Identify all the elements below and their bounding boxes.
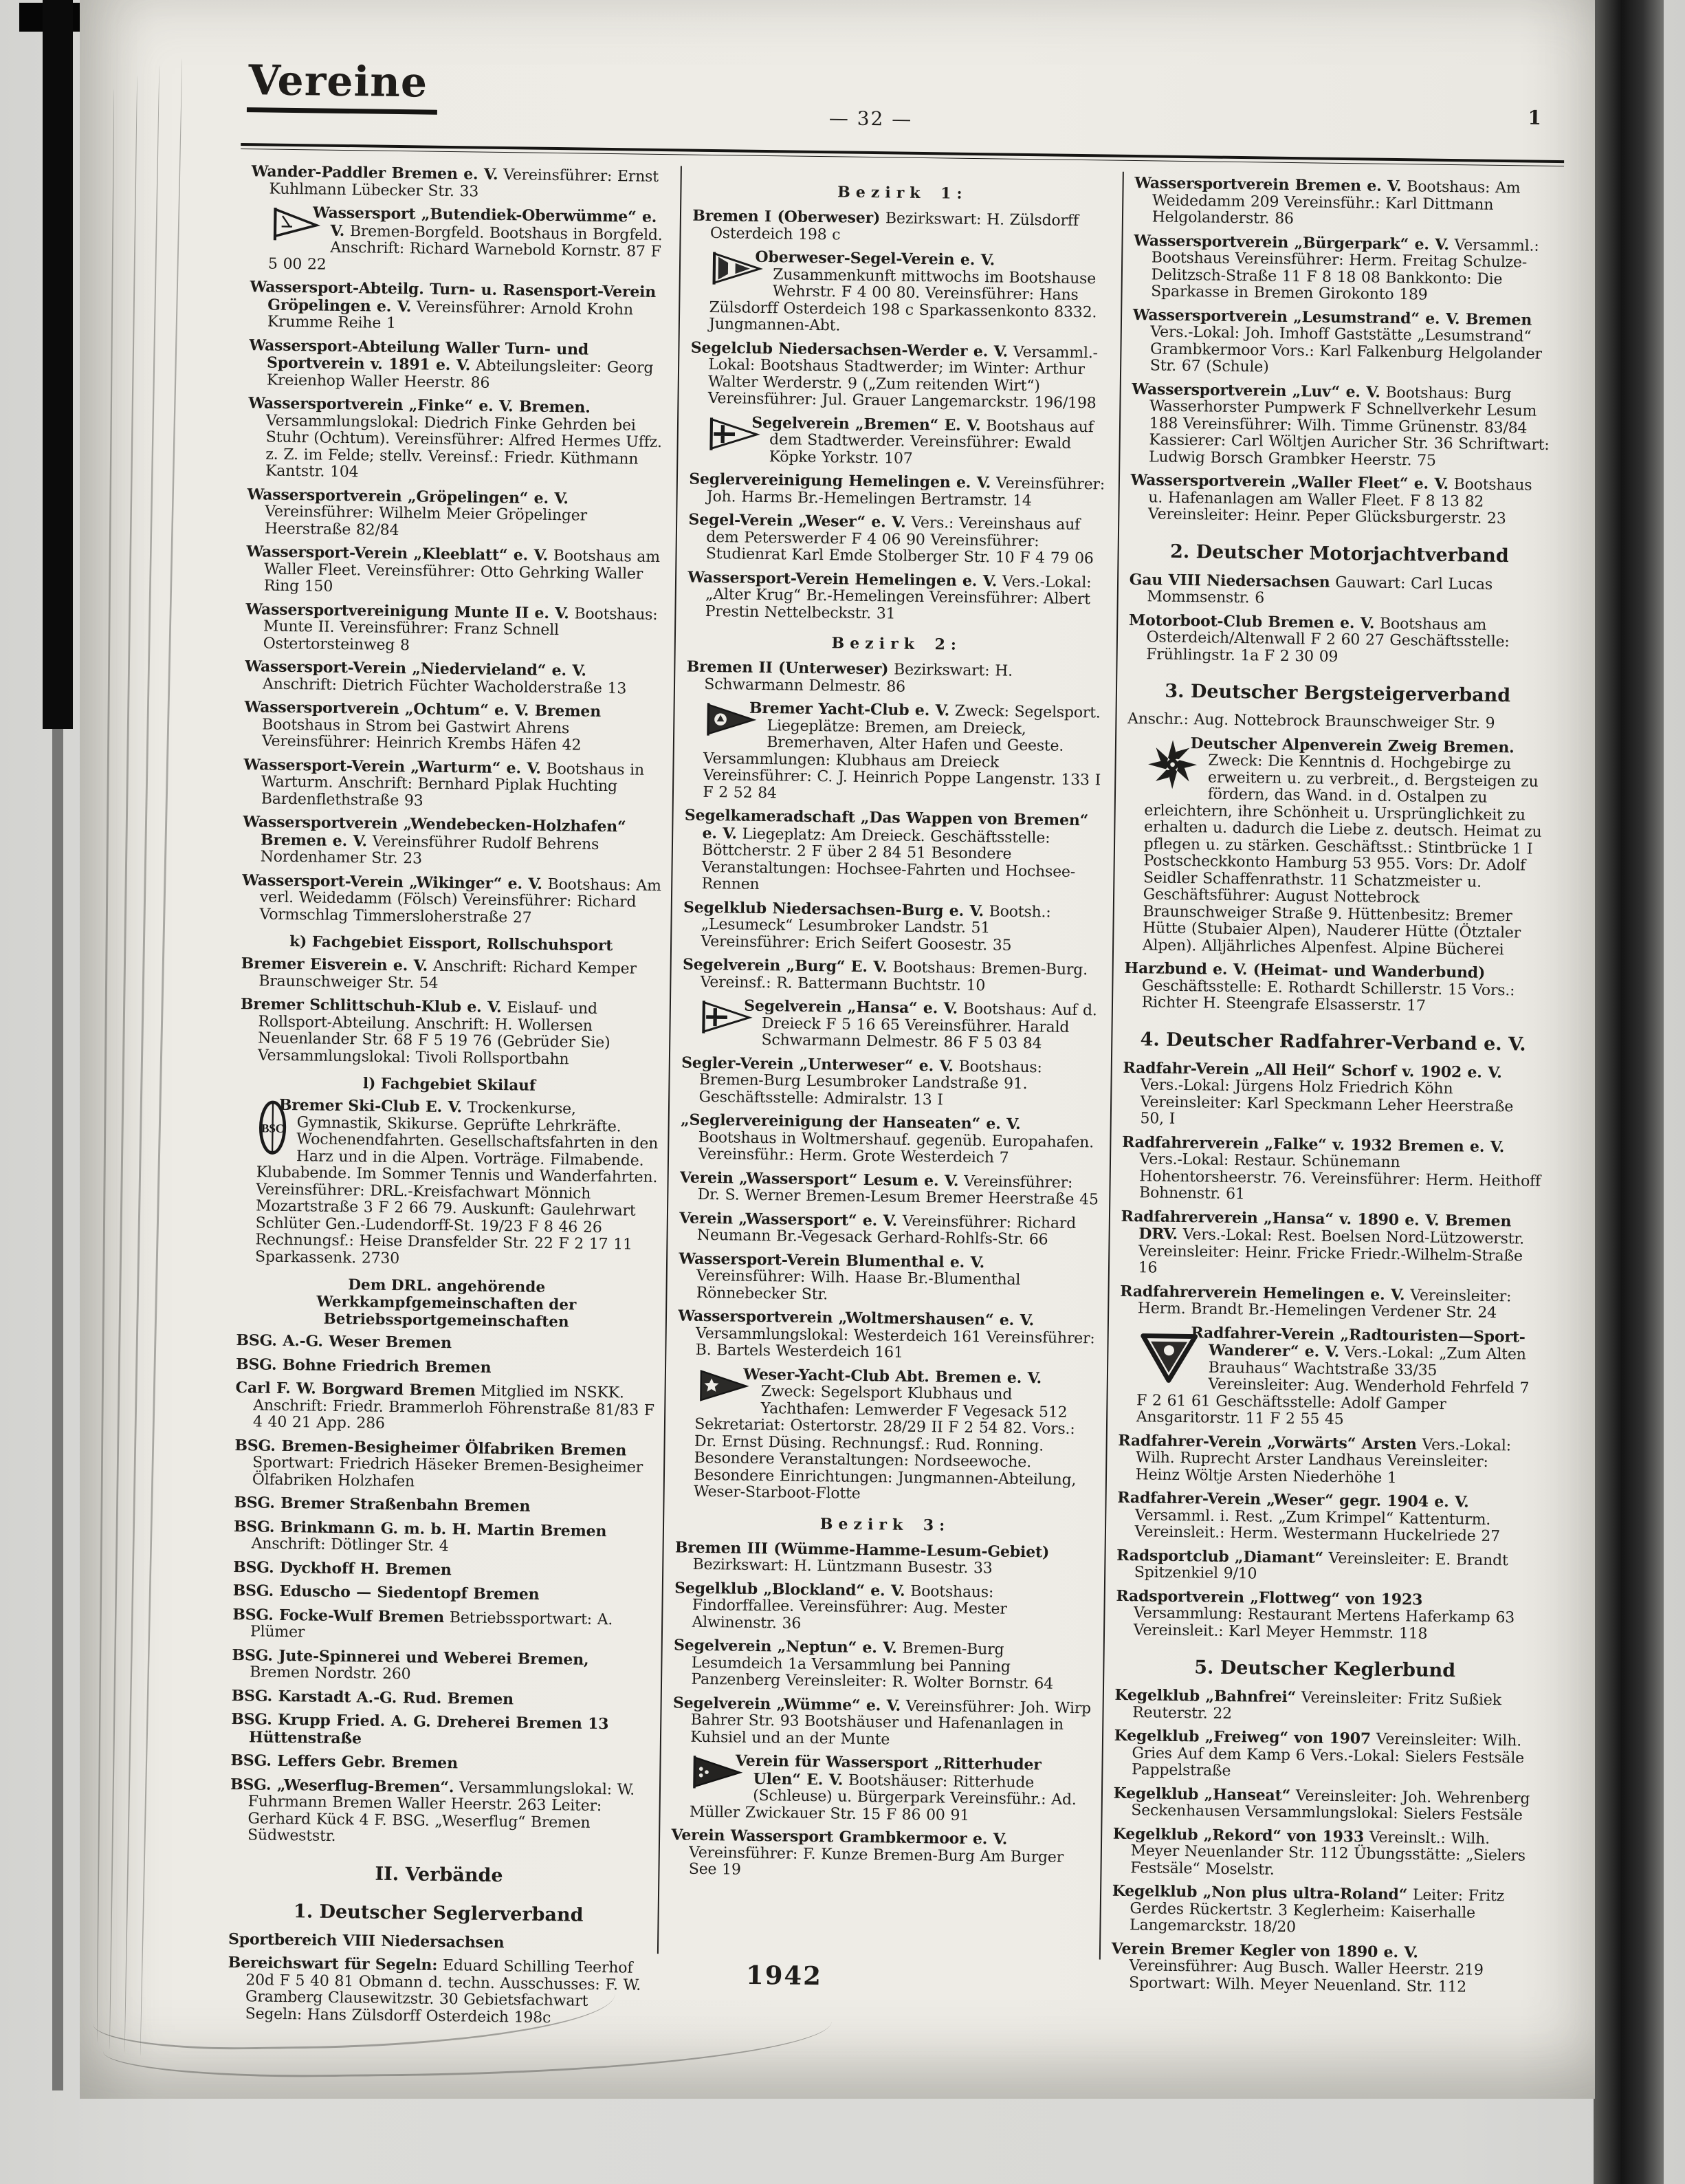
directory-entry — [235, 1379, 655, 1436]
entry-name: BSG. Eduscho — Siedentopf Bremen — [232, 1582, 540, 1604]
directory-entry — [1125, 734, 1547, 959]
directory-entry — [1120, 1208, 1541, 1282]
entry-name: Radsportverein „Flottweg“ von 1923 — [1116, 1586, 1423, 1609]
entry-name: Segelverein „Wümme“ e. V. — [672, 1693, 901, 1715]
entry-details: Vereinsführer: Aug Busch. Waller Heerstr. 219 Sportwart: Wilh. Meyer Neuenland. Str. 112 — [1128, 1957, 1484, 1996]
entry-name: Verein Bremer Kegler von 1890 e. V. — [1111, 1939, 1419, 1962]
entry-details: Versammlung: Restaurant Mertens Haferkamp 63 Vereinsleit.: Karl Meyer Hemmstr. 118 — [1133, 1604, 1515, 1643]
entry-name: Radfahrerverein „Falke“ v. 1932 Bremen e. V. — [1121, 1133, 1505, 1156]
directory-entry — [683, 899, 1103, 955]
district-heading: Bezirk 2: — [831, 634, 962, 654]
directory-entry — [1130, 472, 1550, 528]
directory-entry — [1128, 611, 1548, 668]
entry-name: Wassersportverein Bremen e. V. — [1134, 174, 1402, 196]
directory-entry — [683, 807, 1104, 898]
entry-name: Kegelklub „Non plus ultra-Roland“ — [1112, 1881, 1408, 1904]
entry-name: Wassersport-Verein Blumenthal e. V. — [679, 1249, 985, 1271]
entry-details: Versamml.: Bootshaus Vereinsführer: Herm. Freitag Schulze-Delitzsch-Straße 11 F 8 18 08 Bankkonto: Die Sparkasse in Bremen Girokonto 189 — [1151, 236, 1539, 304]
entry-name: Kegelklub „Bahnfrei“ — [1114, 1685, 1297, 1707]
directory-entry — [1116, 1547, 1537, 1586]
entry-name: Oberweser-Segel-Verein e. V. — [755, 248, 995, 270]
entry-name: BSG. A.-G. Weser Bremen — [236, 1331, 452, 1353]
entry-details: Bootshäuser: Ritterhude (Schleuse) u. Bürgerpark Vereinsführ.: Ad. Müller Zwickauer Str. 15 F 86 00 91 — [689, 1771, 1077, 1824]
entry-details: Vereinsführer: Wilhelm Meier Gröpelinger Heerstraße 82/84 — [264, 503, 588, 539]
entry-details: Eduard Schilling Teerhof 20d F 5 40 81 Obmann d. techn. Ausschusses: F. W. Gramberg Clausewitzstr. 30 Gebietsfachwart Segeln: Hans Zülsdorff Osterdeich 198c — [245, 1957, 641, 2027]
page-number: — 32 — — [828, 107, 913, 131]
entry-name: „Seglervereinigung der Hanseaten“ e. V. — [680, 1111, 1021, 1133]
entry-name: Kegelklub „Hanseat“ — [1113, 1784, 1291, 1804]
directory-entry — [1111, 1940, 1531, 1996]
entry-name: BSG. Bremer Straßenbahn Bremen — [234, 1494, 531, 1516]
directory-entry — [1119, 1323, 1539, 1431]
entry-details: Vereinsführer: Joh. Harms Br.-Hemelingen Bertramstr. 14 — [706, 474, 1105, 510]
directory-entry — [230, 1776, 650, 1849]
entry-name: Wassersportverein „Bürgerpark“ e. V. — [1134, 231, 1449, 254]
entry-name: Sportbereich VIII Niedersachsen — [228, 1930, 505, 1952]
entry-name: Seglervereinigung Hemelingen e. V. — [689, 470, 991, 492]
entry-details: Vers.-Lokal: Joh. Imhoff Gaststätte „Lesumstrand“ Grambkermoor Vors.: Karl Falkenburg Helgolander Str. 67 (Schule) — [1149, 323, 1542, 376]
directory-entry — [241, 955, 661, 995]
directory-entry — [681, 1054, 1101, 1111]
sub-heading: l) Fachgebiet Skilauf — [362, 1075, 536, 1095]
entry-name: Gau VIII Niedersachsen — [1129, 570, 1330, 591]
entry-details: Vers.-Lokal: Wilh. Ruprecht Arster Landhaus Vereinsleiter: Heinz Wöltje Arsten Niederhöhe 1 — [1135, 1436, 1512, 1487]
section-heading: 4. Deutscher Radfahrer-Verband e. V. — [1140, 1028, 1526, 1056]
directory-entry — [672, 1751, 1092, 1826]
entry-name: Segelkameradschaft „Das Wappen von Bremen“ e. V. — [684, 806, 1089, 843]
entry-details: Bootshaus am Osterdeich/Altenwall F 2 60 27 Geschäftsstelle: Frühlingstr. 1a F 2 30 09 — [1146, 615, 1510, 666]
entry-details: Zweck: Segelsport. Liegeplätze: Bremen, am Dreieck, Bremerhaven, Alter Hafen und Geeste. Versammlungen: Klubhaus am Dreieck Vereinsführer: C. J. Heinrich Poppe Langenstr. 133 I F 2 52 84 — [703, 702, 1101, 802]
entry-name: Harzbund e. V. (Heimat- und Wanderbund) — [1124, 959, 1486, 982]
entry-name: Wassersport-Abteilung Waller Turn- und Sportverein v. 1891 e. V. — [249, 336, 589, 375]
entry-name: Segler-Verein „Unterweser“ e. V. — [681, 1053, 954, 1075]
directory-entry — [251, 163, 671, 203]
directory-entry — [236, 1332, 656, 1355]
entry-name: Bremer Ski-Club E. V. — [278, 1095, 463, 1117]
entry-name: Motorboot-Club Bremen e. V. — [1128, 611, 1375, 633]
directory-entry — [241, 872, 661, 928]
entry-details: Bootshaus: Am Weidedamm 209 Vereinsführ.: Karl Dittmann Helgolanderstr. 86 — [1152, 178, 1521, 228]
directory-entry — [236, 1356, 656, 1379]
directory-entry — [676, 1365, 1097, 1506]
entry-details: Betriebssportwart: A. Plümer — [250, 1608, 613, 1641]
section-heading: 1. Deutscher Seglerverband — [293, 1900, 584, 1926]
entry-details: Vereinsführer: Arnold Krohn Krumme Reihe 1 — [267, 298, 634, 332]
directory-entry — [1120, 1282, 1540, 1322]
entry-name: Segelclub Niedersachsen-Werder e. V. — [690, 338, 1009, 361]
section-heading: 5. Deutscher Keglerbund — [1194, 1657, 1456, 1682]
directory-entry — [692, 208, 1112, 248]
directory-entry — [678, 1307, 1098, 1364]
directory-entry — [237, 1096, 659, 1271]
entry-details: Anschrift: Dötlinger Str. 4 — [251, 1535, 449, 1555]
entry-details: Anschr.: Aug. Nottebrock Braunschweiger Str. 9 — [1127, 710, 1495, 732]
directory-entry — [1134, 175, 1554, 231]
entry-name: Bremen I (Oberweser) — [692, 206, 881, 228]
directory-entry — [1121, 1133, 1542, 1207]
entry-details: Vereinsleiter: Fritz Sußiek Reuterstr. 22 — [1132, 1689, 1501, 1723]
entry-name: Verein für Wassersport „Ritterhuder Ulen“ E. V. — [735, 1751, 1042, 1789]
entry-name: Wassersportvereinigung Munte II e. V. — [245, 600, 569, 622]
directory-entry — [246, 543, 666, 600]
entry-details: Anschrift: Dietrich Füchter Wacholderstraße 13 — [262, 675, 627, 697]
directory-entry — [232, 1688, 652, 1710]
entry-name: Bereichswart für Segeln: — [228, 1953, 438, 1974]
directory-entry — [1124, 960, 1544, 1016]
entry-details: Vereinsleiter: Wilh. Gries Auf dem Kamp 6 Vers.-Lokal: Sielers Festsäle Pappelstraße — [1131, 1730, 1525, 1780]
entry-details: Sportwart: Friedrich Häseker Bremen-Besigheimer Ölfabriken Holzhafen — [252, 1454, 643, 1490]
entry-details: Bootshaus: Findorffallee. Vereinsführer: Aug. Mester Alwinenstr. 36 — [692, 1582, 1007, 1632]
directory-entry — [231, 1711, 651, 1751]
entry-name: Radfahrer-Verein „Weser“ gegr. 1904 e. V. — [1117, 1488, 1469, 1511]
entry-details: Versammlungslokal: Diedrich Finke Gehrden bei Stuhr (Ochtum). Vereinsführer: Alfred Hermes Uffz. z. Z. im Felde; stellv. Vereinsf.: Friedr. Küthmann Kantstr. 104 — [265, 412, 662, 481]
entry-details: Vereinslt.: Wilh. Meyer Neuenlander Str. 112 Übungsstätte: „Sielers Festsäle“ Moselstr. — [1130, 1828, 1526, 1879]
entry-details: Mitglied im NSKK. Anschrift: Friedr. Brammerloh Föhrenstraße 81/83 F 4 40 21 App. 286 — [252, 1382, 654, 1432]
corner-page-mark: 1 — [1528, 106, 1542, 129]
directory-entry — [243, 813, 663, 871]
entry-details: Versammlungslokal: Westerdeich 161 Vereinsführer: B. Bartels Westerdeich 161 — [695, 1324, 1095, 1362]
entry-details: Bootsh.: „Lesumeck“ Lesumbroker Landstr. 51 Vereinsführer: Erich Seifert Goosestr. 35 — [701, 902, 1051, 954]
entry-details: Anschrift: Richard Kemper Braunschweiger Str. 54 — [258, 957, 637, 992]
entry-details: Bootshaus in Warturm. Anschrift: Bernhard Piplak Huchting Bardenflethstraße 93 — [261, 760, 645, 810]
entry-name: Wassersportverein „Waller Fleet“ e. V. — [1130, 470, 1449, 494]
directory-entry — [234, 1494, 654, 1517]
directory-entry — [672, 1694, 1092, 1751]
entry-name: Radfahr-Verein „All Heil“ Schorf v. 1902 e. V. — [1123, 1058, 1502, 1082]
entry-name: Kegelklub „Freiweg“ von 1907 — [1114, 1726, 1372, 1748]
directory-entry — [1113, 1784, 1533, 1824]
directory-entry — [243, 756, 663, 813]
entry-name: Radfahrer-Verein „Vorwärts“ Arsten — [1118, 1431, 1417, 1454]
entry-details: Zweck: Segelsport Klubhaus und Yachthafen: Lemwerder F Vegesack 512 Sekretariat: Ostertorstr. 28/29 II F 2 54 82. Vors.: Dr. Ernst Düsing. Rechnungsf.: Rud. Ronning. Besondere Veranstaltungen: Nordseewoche. Besondere Einrichtungen: Jungmannen-Abteilung, Weser-Starboot-Flotte — [693, 1383, 1077, 1503]
entry-name: Bremer Eisverein e. V. — [241, 954, 428, 975]
entry-name: BSG. Bremen-Besigheimer Ölfabriken Bremen — [234, 1436, 627, 1459]
section-heading: 2. Deutscher Motorjachtverband — [1169, 540, 1509, 567]
directory-entry — [245, 658, 665, 698]
directory-entry — [244, 699, 664, 755]
directory-entry — [1118, 1432, 1538, 1488]
entry-details: Vereinsführer: Wilh. Haase Br.-Blumenthal Rönnebecker Str. — [696, 1267, 1021, 1303]
directory-entry — [232, 1647, 652, 1687]
entry-details: Bootshaus in Strom bei Gastwirt Ahrens Vereinsführer: Heinrich Krembs Häfen 42 — [261, 715, 582, 754]
entry-details: Vers.-Lokal: Jürgens Holz Friedrich Köhn Vereinsleiter: Karl Speckmann Leher Heerstraße 50, I — [1140, 1076, 1514, 1128]
entry-name: Wassersport-Verein „Wikinger“ e. V. — [242, 871, 542, 893]
directory-entry — [232, 1606, 652, 1646]
directory-entry — [250, 279, 670, 336]
directory-entry — [685, 699, 1105, 807]
entry-name: Deutscher Alpenverein Zweig Bremen. — [1190, 734, 1515, 756]
directory-entry — [230, 1752, 650, 1775]
directory-entry — [671, 1826, 1091, 1883]
directory-entry — [233, 1518, 653, 1558]
district-heading: Bezirk 1: — [837, 183, 968, 203]
entry-name: Wassersportverein „Finke“ e. V. Bremen. — [248, 394, 591, 417]
column-2 — [657, 166, 1122, 1959]
directory-entry — [673, 1637, 1093, 1693]
entry-details: Bootshaus am Waller Fleet. Vereinsführer: Otto Gehrking Waller Ring 150 — [263, 547, 661, 596]
page-content — [217, 54, 1565, 2027]
scanner-edge-strip-right — [1594, 0, 1664, 2184]
section-heading: 3. Deutscher Bergsteigerverband — [1165, 680, 1511, 707]
entry-details: Vereinsführer: Joh. Wirp Bahrer Str. 93 Bootshäuser und Hafenanlagen in Kuhsiel und an der Munte — [690, 1697, 1092, 1749]
entry-name: Segelverein „Hansa“ e. V. — [744, 996, 958, 1018]
directory-entry — [1129, 571, 1549, 611]
entry-details: Bootshaus auf dem Stadtwerder. Vereinsführer: Ewald Köpke Yorkstr. 107 — [769, 417, 1094, 468]
entry-name: Bremer Yacht-Club e. V. — [749, 699, 950, 720]
entry-details: Zusammenkunft mittwochs im Bootshause Wehrstr. F 4 00 80. Vereinsführer: Hans Zülsdorff Osterdeich 198 c Sparkassenkonto 8332. Jungmannen-Abt. — [709, 265, 1097, 335]
entry-name: BSG. Focke-Wulf Bremen — [232, 1605, 445, 1626]
entry-name: BSG. Brinkmann G. m. b. H. Martin Bremen — [233, 1517, 607, 1540]
entry-details: Vers.-Lokal: Restaur. Schünemann Hohentorsheerstr. 76. Vereinsführer: Herm. Heithoff Bohnenstr. 61 — [1138, 1150, 1541, 1203]
entry-name: Verein „Wassersport“ Lesum e. V. — [679, 1168, 959, 1190]
sub-heading: k) Fachgebiet Eissport, Rollschuhsport — [289, 933, 613, 955]
directory-entry — [1112, 1883, 1532, 1939]
entry-name: Wassersportverein „Woltmershausen“ e. V. — [678, 1307, 1035, 1330]
directory-entry — [679, 1210, 1099, 1249]
directory-entry — [1122, 1059, 1543, 1133]
sub-heading: Dem DRL. angehörende Werkkampfgemeinschaften der Betriebssportgemeinschaften — [316, 1276, 577, 1331]
entry-details: Vers.-Lokal: „Zum Alten Brauhaus“ Wachtstraße 33/35 Vereinsleiter: Aug. Wenderhold Fehrfeld 7 F 2 61 61 Geschäftsstelle: Adolf Gamper Ansgaritorstr. 11 F 2 55 45 — [1136, 1344, 1530, 1429]
entry-name: Wander-Paddler Bremen e. V. — [251, 162, 498, 184]
svg-text:BSC: BSC — [261, 1122, 285, 1135]
entry-details: Vers.-Lokal: „Alter Krug“ Br.-Hemelingen Vereinsführer: Albert Prestin Nettelbeckstr. 31 — [705, 573, 1092, 623]
directory-entry — [690, 413, 1110, 470]
directory-entry — [681, 997, 1101, 1053]
entry-name: Radfahrerverein „Hansa“ v. 1890 e. V. Bremen DRV. — [1121, 1207, 1512, 1243]
entry-details: Bootshaus: Burg Wasserhorster Pumpwerk F Schnellverkehr Lesum 188 Vereinsführer: Wilh. Timme Grünenstr. 83/84 Kassierer: Carl Wöltjen Auricher Str. 36 Schriftwart: Ludwig Borsch Grambker Heerstr. 75 — [1148, 384, 1550, 470]
directory-entry — [683, 957, 1103, 996]
entry-details: Zweck: Die Kenntnis d. Hochgebirge zu erweitern u. zu verbreit., d. Bergsteigen zu fördern, das Wand. in d. Ostalpen zu erleichtern, ihre Schönheit u. Ursprünglichkeit zu erhalten u. dadurch die Liebe z. deutsch. Heimat zu pflegen u. zu stärken. Geschäftsst.: Stintbrücke 1 I Postscheckkonto Hamburg 53 955. Vors: Dr. Adolf Seidler Schaffenrathstr. 11 Schatzmeister u. Geschäftsführer: August Nottebrock Braunschweiger Straße 9. Hüttenbesitz: Bremer Hütte (Stubaier Alpen), Nauderer Hütte (Ötztaler Alpen). Alljährliches Alpenfest. Alpine Bücherei — [1142, 752, 1542, 959]
district-heading: Bezirk 3: — [819, 1514, 951, 1535]
entry-name: BSG. Leffers Gebr. Bremen — [230, 1751, 458, 1773]
entry-details: Bremen Nordstr. 260 — [250, 1663, 411, 1683]
entry-name: Bremen II (Unterweser) — [686, 657, 889, 679]
directory-entry — [247, 486, 667, 543]
entry-details: Vereinsleiter: Herm. Brandt Br.-Hemelingen Verdener Str. 24 — [1137, 1286, 1512, 1322]
directory-entry — [691, 248, 1112, 338]
directory-entry — [679, 1250, 1099, 1307]
entry-name: Segel-Verein „Weser“ e. V. — [688, 510, 906, 532]
directory-entry — [245, 601, 665, 657]
entry-name: Wassersportverein „Lesumstrand“ e. V. Bremen — [1132, 305, 1532, 329]
entry-details: Liegeplatz: Am Dreieck. Geschäftsstelle: Böttcherstr. 2 F über 2 84 51 Besondere Veranstaltungen: Hochsee-Fahrten und Hochsee-Rennen — [701, 825, 1076, 893]
directory-entry — [688, 512, 1108, 568]
entry-details: Bezirkswart: H. Schwarmann Delmestr. 86 — [704, 661, 1013, 696]
entry-details: Eislauf- und Rollsport-Abteilung. Anschrift: H. Wollersen Neuenlander Str. 68 F 5 19 76 (Gebrüder Sie) Versammlungslokal: Tivoli Rollsportbahn — [257, 999, 610, 1068]
entry-details: Bootshaus: Am verl. Weidedamm (Fölsch) Vereinsführer: Richard Vormschlag Timmersloherstraße 27 — [259, 875, 661, 927]
entry-details: Bootshaus: Munte II. Vereinsführer: Franz Schnell Ostertorsteinweg 8 — [263, 604, 658, 654]
entry-details: Bootshaus: Bremen-Burg. Vereinsf.: R. Battermann Buchtstr. 10 — [700, 959, 1088, 994]
footer-year: 1942 — [745, 1959, 823, 1991]
directory-entry — [1131, 380, 1552, 470]
entry-details: Vereinsleiter: E. Brandt Spitzenkiel 9/10 — [1134, 1549, 1508, 1583]
page-header — [241, 54, 1565, 159]
entry-name: Wassersportverein „Luv“ e. V. — [1132, 380, 1380, 402]
directory-entry — [674, 1580, 1094, 1636]
entry-name: Wassersportverein „Wendebecken-Holzhafen“ Bremen e. V. — [243, 813, 626, 850]
directory-entry — [234, 1437, 654, 1494]
entry-details: Versamml.-Lokal: Bootshaus Stadtwerder; im Winter: Arthur Walter Werderstr. 9 („Zum reitenden Wirt“) Vereinsführer: Jul. Grauer Langemarckstr. 196/198 — [707, 343, 1099, 413]
entry-name: Segelklub „Blockland“ e. V. — [674, 1578, 905, 1600]
directory-entry — [240, 996, 661, 1069]
entry-name: Wassersportverein „Ochtum“ e. V. Bremen — [244, 698, 602, 721]
entry-name: BSG. Krupp Fried. A. G. Dreherei Bremen 13 Hüttenstraße — [231, 1710, 609, 1747]
entry-name: Wassersportverein „Gröpelingen“ e. V. — [247, 485, 569, 507]
entry-name: Wassersport-Verein „Niedervieland“ e. V. — [245, 657, 586, 680]
section-heading: II. Verbände — [375, 1863, 503, 1886]
directory-entry — [247, 395, 668, 485]
entry-details: Vereinsführer: F. Kunze Bremen-Burg Am Burger See 19 — [688, 1844, 1064, 1879]
entry-details: Vers.: Vereinshaus auf dem Peterswerder F 4 06 90 Vereinsführer: Studienrat Karl Emde Stolberger Str. 10 F 4 79 06 — [705, 514, 1094, 568]
entry-details: Versammlungslokal: W. Fuhrmann Bremen Waller Heerstr. 263 Leiter: Gerhard Kück 4 F. BSG. „Weserflug“ Bremen Südweststr. — [247, 1778, 635, 1846]
entry-name: Segelverein „Neptun“ e. V. — [673, 1636, 897, 1657]
entry-name: Bremer Schlittschuh-Klub e. V. — [240, 995, 502, 1017]
entry-name: Verein Wassersport Grambkermoor e. V. — [671, 1826, 1008, 1848]
entry-details: Bremen-Borgfeld. Bootshaus in Borgfeld. Anschrift: Richard Warnebold Kornstr. 87 F 5 00 22 — [267, 222, 663, 274]
entry-details: Vereinsführer: Richard Neumann Br.-Vegesack Gerhard-Rohlfs-Str. 66 — [696, 1212, 1077, 1249]
entry-details: Vereinsleiter: Joh. Wehrenberg Seckenhausen Versammlungslokal: Sielers Festsäle — [1131, 1787, 1530, 1824]
entry-name: Bremen III (Wümme-Hamme-Lesum-Gebiet) — [674, 1538, 1050, 1562]
entry-name: BSG. Karstadt A.-G. Rud. Bremen — [231, 1686, 514, 1708]
column-1 — [217, 160, 681, 2027]
entry-name: Kegelklub „Rekord“ von 1933 — [1112, 1824, 1365, 1846]
entry-details: Vereinsführer: Dr. S. Werner Bremen-Lesum Bremer Heerstraße 45 — [697, 1172, 1099, 1209]
directory-entry — [687, 569, 1108, 625]
page-title: Vereine — [247, 56, 438, 115]
entry-name: Radsportclub „Diamant“ — [1116, 1546, 1324, 1567]
directory-entry — [1114, 1727, 1534, 1784]
directory-entry — [1133, 232, 1554, 306]
directory-entry — [1116, 1489, 1537, 1546]
directory-entry — [249, 337, 669, 394]
directory-entry — [680, 1111, 1100, 1168]
entry-details: Bezirkswart: H. Lüntzmann Busestr. 33 — [692, 1555, 993, 1577]
directory-entry — [674, 1539, 1094, 1579]
entry-name: Wassersport „Butendiek-Oberwümme“ e. V. — [312, 204, 657, 240]
entry-details: Gauwart: Carl Lucas Mommsenstr. 6 — [1147, 574, 1493, 607]
scanner-edge-strip-left — [43, 0, 73, 729]
entry-name: BSG. Dyckhoff H. Bremen — [233, 1558, 452, 1579]
entry-details: Trockenkurse, Gymnastik, Skikurse. Geprüfte Lehrkräfte. Wochenendfahrten. Gesellschaftsfahrten in den Harz und in die Alpen. Vorträge. Filmabende. Klubabende. Im Sommer Tennis und Wanderfahrten. Vereinsführer: DRL.-Kreisfachwart Mönnich Mozartstraße 3 F 2 66 79. Auskunft: Gaulehrwart Schlüter Gen.-Ludendorff-St. 19/23 F 8 46 26 Rechnungsf.: Heise Dransfelder Str. 22 F 2 17 11 Sparkassenk. 2730 — [254, 1099, 659, 1267]
entry-name: BSG. „Weserflug-Bremen“. — [230, 1775, 454, 1796]
directory-entry — [233, 1559, 653, 1582]
column-3 — [1099, 172, 1563, 1996]
directory-entry — [228, 1954, 648, 2028]
entry-details: Bootshaus u. Hafenanlagen am Waller Fleet. F 8 13 82 Vereinsleiter: Heinr. Peper Glücksburgerstr. 23 — [1147, 476, 1532, 528]
directory-entry — [1112, 1825, 1532, 1881]
entry-details: Geschäftsstelle: E. Rothardt Schillerstr. 15 Vors.: Richter H. Steengrafe Elsasserstr. 17 — [1141, 976, 1515, 1015]
entry-details: Bootshaus: Bremen-Burg Lesumbroker Landstraße 91. Geschäftsstelle: Admiralstr. 13 I — [698, 1058, 1042, 1109]
entry-details: Abteilungsleiter: Georg Kreienhop Waller Heerstr. 86 — [266, 357, 654, 392]
entry-name: Verein „Wassersport“ e. V. — [679, 1208, 898, 1230]
entry-name: BSG. Jute-Spinnerei und Weberei Bremen, — [232, 1646, 589, 1669]
entry-details: Bezirkswart: H. Zülsdorff Osterdeich 198 c — [709, 210, 1079, 243]
scanner-edge-strip-left-lower — [52, 729, 63, 2090]
directory-entry — [689, 471, 1109, 511]
entry-name: BSG. Bohne Friedrich Bremen — [235, 1355, 492, 1377]
entry-name: Wassersport-Verein „Kleeblatt“ e. V. — [246, 543, 549, 565]
entry-details: Bremen-Burg Lesumdeich 1a Versammlung bei Panning Panzenberg Vereinsleiter: R. Wolter Bornstr. 64 — [691, 1639, 1054, 1693]
entry-details: Vereinsführer: Ernst Kuhlmann Lübecker Str. 33 — [269, 166, 659, 201]
directory-entry — [1127, 711, 1548, 733]
entry-details: Bootshaus in Woltmershauf. gegenüb. Europahafen. Vereinsführ.: Herm. Grote Westerdeich 7 — [698, 1128, 1094, 1167]
directory-entry — [1116, 1587, 1536, 1644]
entry-name: Segelverein „Bremen“ E. V. — [751, 413, 981, 435]
entry-name: Wassersport-Verein „Warturm“ e. V. — [243, 755, 542, 778]
entry-name: Wassersport-Verein Hemelingen e. V. — [687, 568, 998, 590]
directory-entry — [250, 204, 671, 278]
directory-entry — [1132, 306, 1553, 380]
entry-details: Vereinsführer Rudolf Behrens Nordenhamer Str. 23 — [260, 833, 599, 868]
entry-name: Radfahrer-Verein „Radtouristen—Sport-Wanderer“ e. V. — [1191, 1323, 1526, 1362]
directory-entry — [686, 659, 1106, 699]
entry-name: Segelklub Niedersachsen-Burg e. V. — [683, 898, 984, 920]
entry-name: Wassersport-Abteilg. Turn- u. Rasensport-Verein Gröpelingen e. V. — [250, 278, 657, 316]
directory-entry — [1114, 1687, 1534, 1727]
directory-entry — [233, 1582, 653, 1605]
entry-details: Vers.-Lokal: Rest. Boelsen Nord-Lützowerstr. Vereinsleiter: Heinr. Fricke Friedr.-Wilhelm-Straße 16 — [1138, 1226, 1525, 1277]
entry-name: Radfahrerverein Hemelingen e. V. — [1120, 1282, 1405, 1304]
entry-details: Versamml. i. Rest. „Zum Krimpel“ Kattenturm. Vereinsleit.: Herm. Westermann Huckelriede 27 — [1134, 1506, 1501, 1546]
entry-name: Weser-Yacht-Club Abt. Bremen e. V. — [743, 1365, 1042, 1387]
directory-entry — [679, 1169, 1099, 1209]
entry-name: Carl F. W. Borgward Bremen — [235, 1379, 476, 1400]
entry-name: Segelverein „Burg“ E. V. — [682, 955, 888, 976]
directory-entry — [690, 339, 1111, 413]
entry-details: Leiter: Fritz Gerdes Rückertstr. 3 Keglerheim: Kaiserhalle Langemarckstr. 18/20 — [1129, 1886, 1505, 1936]
entry-details: Bootshaus: Auf d. Dreieck F 5 16 65 Vereinsführer. Harald Schwarmann Delmestr. 86 F 5 03 84 — [761, 1000, 1097, 1053]
